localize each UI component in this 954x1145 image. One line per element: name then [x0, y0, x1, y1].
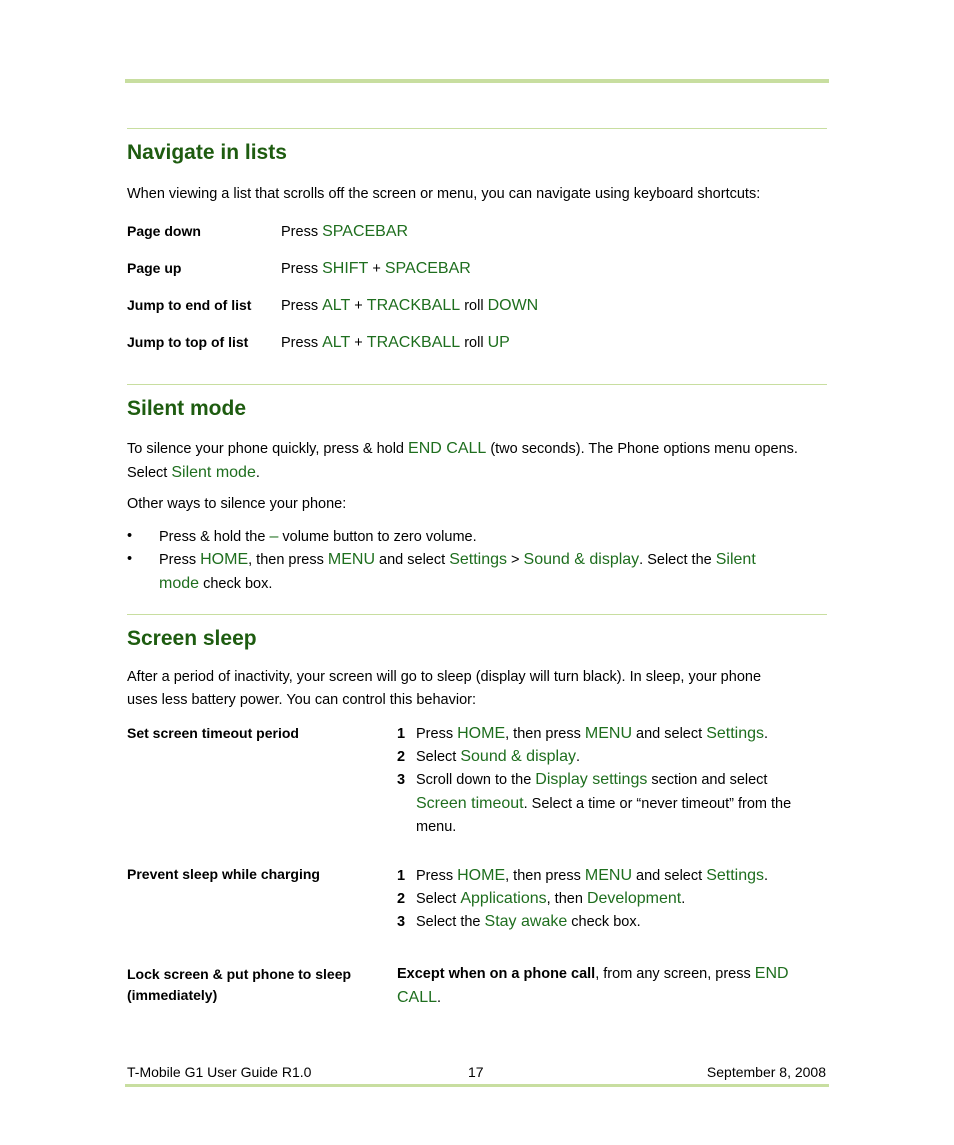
sleep-option-label: Lock screen & put phone to sleep (immediately) [127, 966, 352, 1003]
header-rule [125, 79, 829, 83]
footer-rule [125, 1084, 829, 1087]
shortcut-desc: Press ALT + TRACKBALL roll UP [281, 334, 510, 351]
step-item: 2 Select Applications, then Development. [397, 890, 686, 907]
lock-screen-desc: Except when on a phone call, from any screen, press END CALL. [397, 965, 789, 1006]
step-item: 3 Scroll down to the Display settings section and select Screen timeout. Select a time or “never timeout” from the menu. [397, 771, 792, 835]
shortcut-label: Page up [127, 260, 182, 276]
page-number: 17 [468, 1064, 484, 1080]
navigate-intro: When viewing a list that scrolls off the screen or menu, you can navigate using keyboard shortcuts: [127, 186, 761, 202]
section-title-navigate: Navigate in lists [127, 141, 287, 164]
section-divider [127, 384, 827, 385]
shortcut-label: Page down [127, 223, 201, 239]
shortcut-label: Jump to top of list [127, 334, 249, 350]
list-item: • Press & hold the – volume button to zero volume. [127, 528, 477, 545]
sleep-intro: After a period of inactivity, your screen will go to sleep (display will turn black). In sleep, your phone uses less battery power. You can control this behavior: [127, 669, 762, 708]
section-divider [127, 128, 827, 129]
section-title-sleep: Screen sleep [127, 627, 257, 650]
section-divider [127, 614, 827, 615]
silent-paragraph: To silence your phone quickly, press & hold END CALL (two seconds). The Phone options menu opens. Select Silent mode. [127, 440, 798, 481]
step-item: 2 Select Sound & display. [397, 748, 581, 765]
list-item: • Press HOME, then press MENU and select Settings > Sound & display. Select the Silent mode check box. [127, 551, 756, 592]
step-item: 3 Select the Stay awake check box. [397, 913, 641, 930]
silent-other-ways: Other ways to silence your phone: [127, 496, 347, 512]
step-item: 1 Press HOME, then press MENU and select Settings. [397, 867, 769, 884]
shortcut-desc: Press SHIFT + SPACEBAR [281, 260, 471, 277]
sleep-option-label: Set screen timeout period [127, 725, 299, 741]
sleep-option-label: Prevent sleep while charging [127, 866, 320, 882]
shortcut-desc: Press ALT + TRACKBALL roll DOWN [281, 297, 539, 314]
footer-date: September 8, 2008 [706, 1064, 826, 1080]
shortcut-desc: Press SPACEBAR [281, 223, 409, 240]
footer-guide-title: T-Mobile G1 User Guide R1.0 [127, 1064, 312, 1080]
shortcut-label: Jump to end of list [127, 297, 252, 313]
step-item: 1 Press HOME, then press MENU and select Settings. [397, 725, 769, 742]
section-title-silent: Silent mode [127, 397, 247, 420]
